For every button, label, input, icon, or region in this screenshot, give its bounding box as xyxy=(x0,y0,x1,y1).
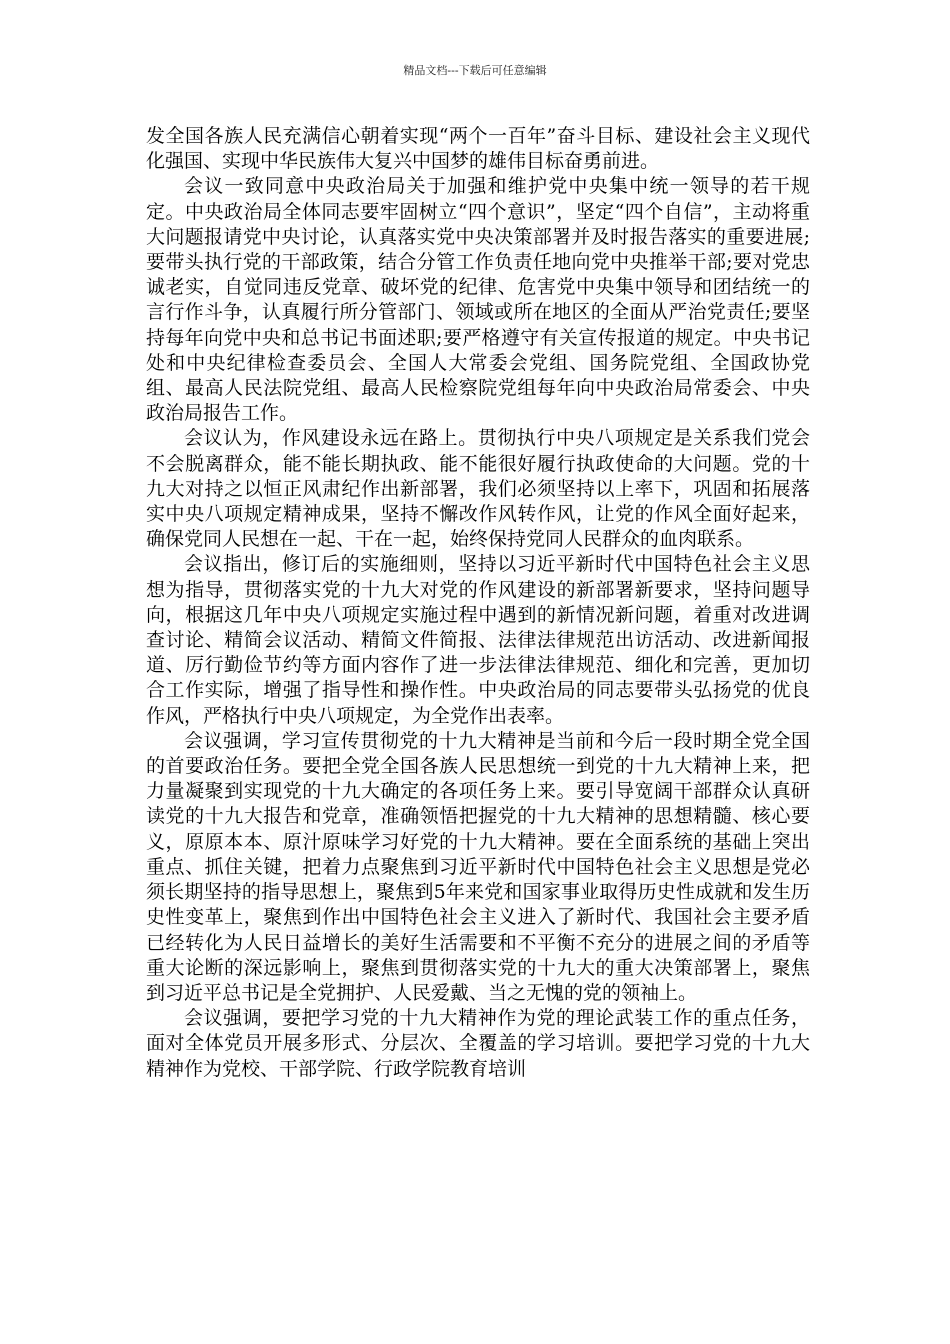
paragraph-implementation-rules: 会议指出，修订后的实施细则，坚持以习近平新时代中国特色社会主义思想为指导，贯彻落实党的十九大对党的作风建设的新部署新要求，坚持问题导向，根据这几年中央八项规定实施过程中遇到的新情况新问题，着重对改进调查讨论、精简会议活动、精简文件简报、法律法律规范出访活动、改进新闻报道、厉行勤俭节约等方面内容作了进一步法律法律规范、细化和完善，更加切合工作实际，增强了指导性和操作性。中央政治局的同志要带头弘扬党的优良作风，严格执行中央八项规定，为全党作出表率。 xyxy=(146,553,810,727)
paragraph-study-congress-spirit: 会议强调，学习宣传贯彻党的十九大精神是当前和今后一段时期全党全国的首要政治任务。要把全党全国各族人民思想统一到党的十九大精神上来，把力量凝聚到实现党的十九大确定的各项任务上来。要引导宽阔干部群众认真研读党的十九大报告和党章，准确领悟把握党的十九大精神的思想精髓、核心要义，原原本本、原汁原味学习好党的十九大精神。要在全面系统的基础上突出重点、抓住关键，把着力点聚焦到习近平新时代中国特色社会主义思想是党必须长期坚持的指导思想上，聚焦到5年来党和国家事业取得历史性成就和发生历史性变革上，聚焦到作出中国特色社会主义进入了新时代、我国社会主要矛盾已经转化为人民日益增长的美好生活需要和不平衡不充分的进展之间的矛盾等重大论断的深远影响上，聚焦到贯彻落实党的十九大的重大决策部署上，聚焦到习近平总书记是全党拥护、人民爱戴、当之无愧的党的领袖上。 xyxy=(146,729,810,1004)
paragraph-leadership-rules: 会议一致同意中央政治局关于加强和维护党中央集中统一领导的若干规定。中央政治局全体同志要牢固树立“四个意识”，坚定“四个自信”，主动将重大问题报请党中央讨论，认真落实党中央决策部署并及时报告落实的重要进展;要带头执行党的干部政策，结合分管工作负责任地向党中央推举干部;要对党忠诚老实，自觉同违反党章、破坏党的纪律、危害党中央集中领导和团结统一的言行作斗争，认真履行所分管部门、领域或所在地区的全面从严治党责任;要坚持每年向党中央和总书记书面述职;要严格遵守有关宣传报道的规定。中央书记处和中央纪律检查委员会、全国人大常委会党组、国务院党组、全国政协党组、最高人民法院党组、最高人民检察院党组每年向中央政治局常委会、中央政治局报告工作。 xyxy=(146,175,810,425)
document-body xyxy=(146,124,810,1082)
paragraph-work-style: 会议认为，作风建设永远在路上。贯彻执行中央八项规定是关系我们党会不会脱离群众，能不能长期执政、能不能很好履行执政使命的大问题。党的十九大对持之以恒正风肃纪作出新部署，我们必须坚持以上率下，巩固和拓展落实中央八项规定精神成果，坚持不懈改作风转作风，让党的作风全面好起来，确保党同人民想在一起、干在一起，始终保持党同人民群众的血肉联系。 xyxy=(146,427,810,551)
paragraph-continuation: 发全国各族人民充满信心朝着实现“两个一百年”奋斗目标、建设社会主义现代化强国、实现中华民族伟大复兴中国梦的雄伟目标奋勇前进。 xyxy=(146,125,810,173)
page-header: 精品文档---下载后可任意编辑 xyxy=(403,64,547,77)
paragraph-theory-training: 会议强调，要把学习党的十九大精神作为党的理论武装工作的重点任务，面对全体党员开展多形式、分层次、全覆盖的学习培训。要把学习党的十九大精神作为党校、干部学院、行政学院教育培训 xyxy=(146,1007,810,1080)
